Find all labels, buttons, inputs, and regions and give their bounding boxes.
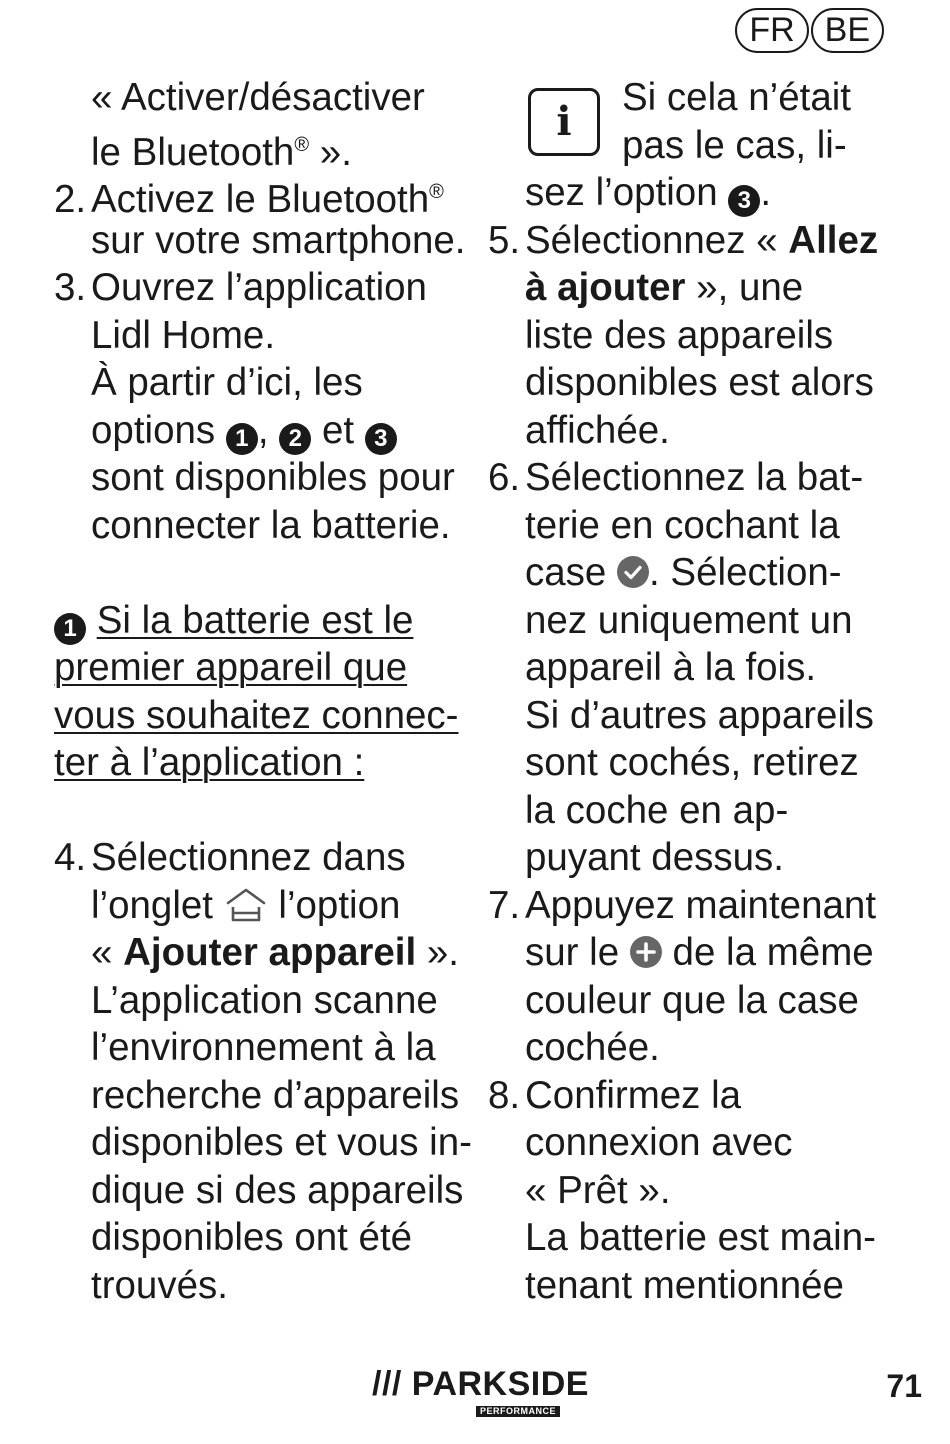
text-line: liste des appareils: [525, 313, 834, 357]
text-line: la coche en ap-: [525, 788, 789, 832]
text-line: cochée.: [525, 1026, 660, 1069]
country-code-fr: FR: [735, 8, 808, 53]
text-line: nez uniquement un: [525, 598, 853, 642]
text-line: sont cochés, retirez: [525, 741, 859, 784]
text-line: connexion avec: [525, 1121, 793, 1164]
info-note-line: pas le cas, li-: [622, 123, 847, 167]
text-line: à ajouter », une: [525, 266, 804, 309]
brand-subline: PERFORMANCE: [476, 1406, 560, 1417]
parkside-logo: [372, 1364, 589, 1422]
text-line: Lidl Home.: [91, 313, 276, 357]
text-line: L’application scanne: [91, 978, 438, 1022]
text-line: l’environnement à la: [91, 1026, 436, 1069]
text-line: couleur que la case: [525, 978, 859, 1022]
text-line: recherche d’appareils: [91, 1073, 460, 1117]
step-5: 5. Sélectionnez « Allez: [488, 218, 879, 262]
info-note-line: Si cela n’était: [622, 76, 851, 119]
text-line: sur votre smartphone.: [91, 218, 466, 262]
text-line: connecter la batterie.: [91, 503, 451, 547]
step-6: 6. Sélectionnez la bat-: [488, 456, 864, 499]
page-number: 71: [886, 1368, 922, 1404]
text-line: « Activer/désactiver: [91, 76, 425, 119]
section-heading-option-1: 1 Si la batterie est le: [54, 597, 474, 645]
text-line: dique si des appareils: [91, 1168, 464, 1212]
section-heading-line: premier appareil que: [54, 646, 408, 689]
text-line: « Ajouter appareil ».: [91, 931, 460, 974]
text-line: le Bluetooth® ».: [91, 130, 352, 174]
check-circle-icon: [617, 556, 649, 588]
brand-name: /// PARKSIDE: [372, 1365, 589, 1403]
option-3-marker: 3: [365, 423, 397, 455]
section-heading-line: vous souhaitez connec-: [54, 693, 459, 737]
section-heading-line: ter à l’application :: [54, 741, 365, 784]
option-1-marker: 1: [226, 423, 258, 455]
text-line: disponibles et vous in-: [91, 1121, 472, 1164]
plus-circle-icon: [630, 936, 662, 968]
text-line: l’onglet l’option: [91, 883, 401, 927]
left-column: [54, 74, 474, 1309]
text-line: appareil à la fois.: [525, 646, 817, 689]
step-2: 2. Activez le Bluetooth®: [54, 177, 444, 221]
text-line: disponibles ont été: [91, 1216, 413, 1259]
country-code-be: BE: [811, 8, 884, 53]
info-note-line: sez l’option 3 .: [488, 169, 888, 217]
text-line: disponibles est alors: [525, 361, 874, 404]
text-line: trouvés.: [91, 1263, 228, 1307]
option-3-marker: 3: [728, 185, 760, 217]
option-1-marker: 1: [54, 613, 86, 645]
home-icon: [224, 884, 268, 927]
text-line: tenant mentionnée: [525, 1263, 844, 1307]
step-4: 4. Sélectionnez dans: [54, 836, 406, 879]
text-line: puyant dessus.: [525, 836, 784, 879]
text-line: case . Sélection-: [525, 551, 842, 594]
step-8: 8. Confirmez la: [488, 1073, 742, 1117]
right-column: [488, 74, 888, 1309]
info-icon: i: [528, 88, 600, 156]
step-3: 3. Ouvrez l’application: [54, 266, 427, 309]
text-line: À partir d’ici, les: [91, 361, 363, 404]
text-line: « Prêt ».: [525, 1168, 671, 1212]
text-line: terie en cochant la: [525, 503, 840, 547]
country-codes: [735, 8, 884, 53]
text-line: La batterie est main-: [525, 1216, 876, 1259]
text-line: Si d’autres appareils: [525, 693, 874, 737]
option-2-marker: 2: [279, 423, 311, 455]
text-line: sont disponibles pour: [91, 456, 455, 499]
text-line: affichée.: [525, 408, 670, 452]
text-line: options 1 , 2 et 3: [54, 407, 474, 455]
text-line: sur le de la même: [525, 931, 874, 974]
step-7: 7. Appuyez maintenant: [488, 883, 877, 927]
